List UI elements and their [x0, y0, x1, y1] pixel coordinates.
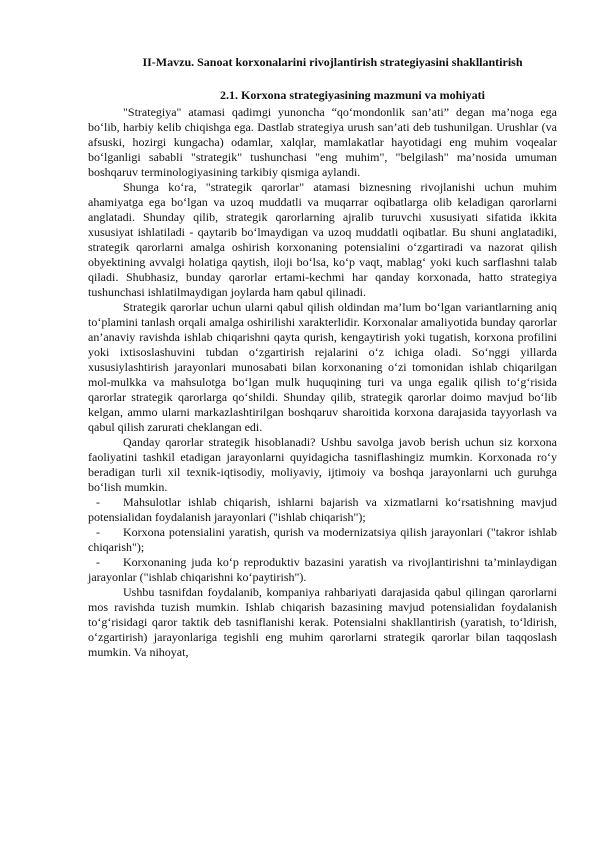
- paragraph: Strategik qarorlar uchun ularni qabul qilish oldindan ma’lum bo‘lgan variantlarning aniq to‘plamini tanlash orqali amalga oshirilishi xarakterlidir. Korxonalar amaliyotida bunday qarorlar an’anaviy ravishda ishlab chiqarishni qayta qurish, kengaytirish yoki tugatish, korxona profilini yoki ixtisoslashuvini tubdan o‘zgartirish rejalarini o‘z ichiga oladi. So‘nggi yillarda xususiylashtirish jarayonlari munosabati bilan korxonaning o‘zi tomonidan ishlab chiqarilgan mol-mulkka va mahsulotga bo‘lgan mulk huquqining turi va unga egalik qilish to‘g‘risida qarorlar strategik qarorlarga qo‘shildi. Shunday qilib, strategik qarorlar doimo mavjud bo‘lib kelgan, ammo ularni markazlashtirilgan boshqaruv sharoitida korxona darajasida tayyorlash va qabul qilish zarurati cheklangan edi.: [88, 300, 557, 434]
- list-item-text: Mahsulotlar ishlab chiqarish, ishlarni bajarish va xizmatlarni ko‘rsatishning mavjud potensialidan foydalanish jarayonlari ("ishlab chiqarish");: [88, 495, 557, 524]
- document-title: II-Mavzu. Sanoat korxonalarini rivojlantirish strategiyasini shakllantirish: [142, 55, 523, 69]
- list-item: [88, 525, 557, 555]
- list-bullet: -: [96, 525, 100, 539]
- list-item-text: Korxona potensialini yaratish, qurish va modernizatsiya qilish jarayonlari ("takror ishlab chiqarish");: [88, 525, 557, 554]
- list-item-text: Korxonaning juda ko‘p reproduktiv bazasini yaratish va rivojlantirishni ta’minlaydigan jarayonlar ("ishlab chiqarishni ko‘paytirish").: [88, 555, 557, 584]
- list-item: [88, 555, 557, 585]
- paragraph: Qanday qarorlar strategik hisoblanadi? Ushbu savolga javob berish uchun siz korxona faoliyatini tashkil etadigan jarayonlarni quyidagicha tasniflashingiz mumkin. Korxonada ro‘y beradigan turli xil texnik-iqtisodiy, moliyaviy, ijtimoiy va boshqa jarayonlarni uch guruhga bo‘lish mumkin.: [88, 435, 557, 494]
- paragraph: Ushbu tasnifdan foydalanib, kompaniya rahbariyati darajasida qabul qilingan qarorlarni mos ravishda tuzish mumkin. Ishlab chiqarish bazasining mavjud potensialidan foydalanish to‘g‘risidagi qaror taktik deb tasniflanishi kerak. Potensialni shakllantirish (yaratish, to‘ldirish, o‘zgartirish) jarayonlariga tegishli eng muhim qarorlarni strategik qarorlar bilan taqqoslash mumkin. Va nihoyat,: [88, 585, 557, 659]
- paragraph: "Strategiya" atamasi qadimgi yunoncha “qo‘mondonlik san’ati” degan ma’noga ega bo‘lib, harbiy kelib chiqishga ega. Dastlab strategiya urush san’ati deb tushunilgan. Urushlar (va afsuski, hozirgi kungacha) odamlar, xalqlar, mamlakatlar hayotidagi eng muhim voqealar bo‘lganligi sababli "strategik" tushunchasi "eng muhim", "belgilash" ma’nosida umuman boshqaruv terminologiyasining tarkibiy qismiga aylandi.: [88, 105, 557, 179]
- section-heading: 2.1. Korxona strategiyasining mazmuni va mohiyati: [219, 88, 485, 102]
- list-item: [88, 495, 557, 525]
- list-bullet: -: [96, 555, 100, 569]
- paragraph: Shunga ko‘ra, "strategik qarorlar" atamasi biznesning rivojlanishi uchun muhim ahamiyatga ega bo‘lgan va uzoq muddatli va muqarrar oqibatlarga olib keladigan qarorlarni anglatadi. Shunday qilib, strategik qarorlarning ajralib turuvchi xususiyati sifatida ikkita xususiyat ishlatiladi - qaytarib bo‘lmaydigan va uzoq muddatli oqibatlar. Bu shuni anglatadiki, strategik qarorlarni amalga oshirish korxonaning potensialini o‘zgartiradi va nazorat qilish obyektining avvalgi holatiga qaytish, iloji bo‘lsa, ko‘p vaqt, mablag‘ yoki kuch sarflashni talab qiladi. Shubhasiz, bunday qarorlar ertami-kechmi har qanday korxonada, hatto strategiya tushunchasi ishlatilmaydigan joylarda ham qabul qilinadi.: [88, 180, 557, 299]
- document-page: [88, 55, 557, 660]
- list-bullet: -: [96, 495, 100, 509]
